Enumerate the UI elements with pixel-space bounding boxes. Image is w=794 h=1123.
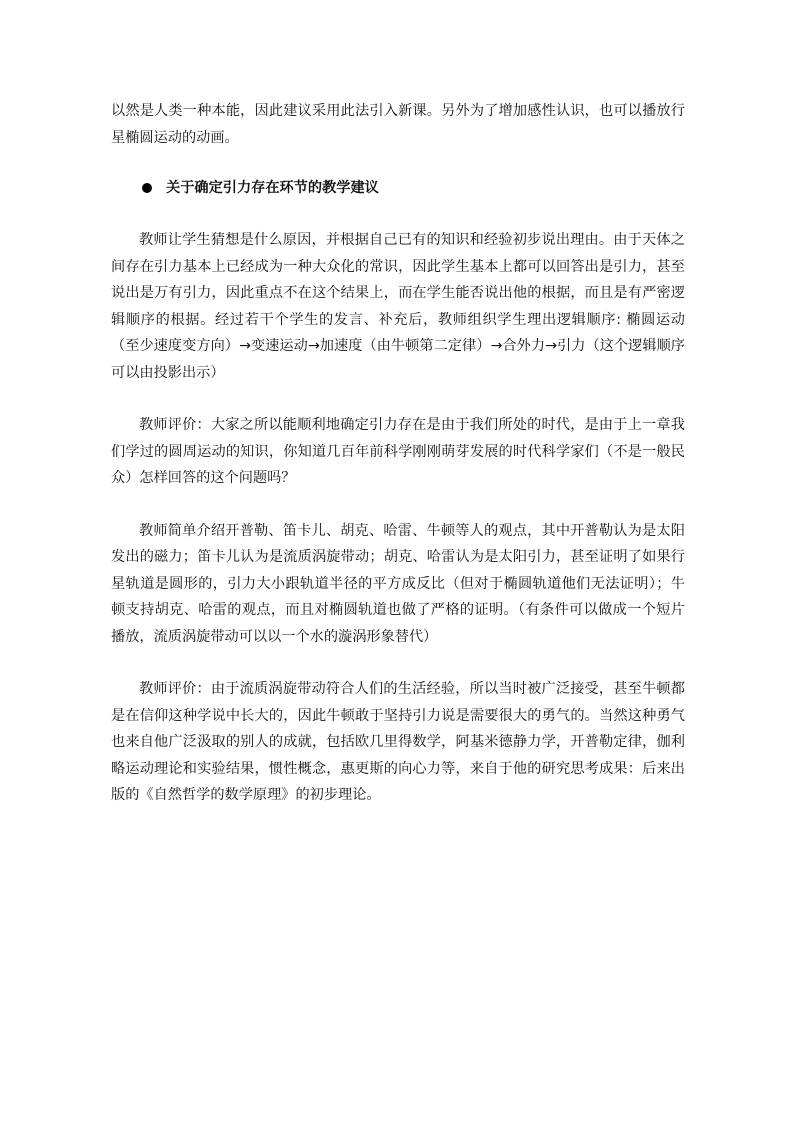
- bullet-dot-icon: [142, 183, 152, 193]
- section-heading: [111, 175, 685, 201]
- spacer: [111, 386, 685, 412]
- document-body: [111, 98, 685, 809]
- paragraph-teacher-evaluation-1: 教师评价：大家之所以能顺利地确定引力存在是由于我们所处的时代，是由于上一章我们学过的圆周运动的知识，你知道几百年前科学刚刚萌芽发展的时代科学家们（不是一般民众）怎样回答的这个问题吗？: [111, 417, 685, 486]
- intro-paragraph: 以然是人类一种本能，因此建议采用此法引入新课。另外为了增加感性认识，也可以播放行星椭圆运动的动画。: [111, 103, 685, 146]
- spacer: [111, 650, 685, 676]
- spacer: [111, 201, 685, 227]
- section-heading-text: 关于确定引力存在环节的教学建议: [166, 180, 379, 196]
- spacer: [111, 492, 685, 518]
- paragraph-teacher-evaluation-2: 教师评价：由于流质涡旋带动符合人们的生活经验，所以当时被广泛接受，甚至牛顿都是在信仰这种学说中长大的，因此牛顿敢于坚持引力说是需要很大的勇气的。当然这种勇气也来自他广泛汲取的别人的成就，包括欧几里得数学，阿基米德静力学，开普勒定律，伽利略运动理论和实验结果，惯性概念，惠更斯的向心力等，来自于他的研究思考成果：后来出版的《自然哲学的数学原理》的初步理论。: [111, 681, 685, 803]
- paragraph-logic-order: 教师让学生猜想是什么原因，并根据自己已有的知识和经验初步说出理由。由于天体之间存在引力基本上已经成为一种大众化的常识，因此学生基本上都可以回答出是引力，甚至说出是万有引力，因此重点不在这个结果上，而在学生能否说出他的根据，而且是有严密逻辑顺序的根据。经过若干个学生的发言、补充后，教师组织学生理出逻辑顺序: 椭圆运动（至少速度变方向）→变速运动→加速度（由牛顿第二定律）→合外力→引力（这个逻辑顺序可以由投影出示）: [111, 232, 685, 381]
- spacer: [111, 151, 685, 175]
- paragraph-scientists-views: 教师简单介绍开普勒、笛卡儿、胡克、哈雷、牛顿等人的观点，其中开普勒认为是太阳发出的磁力；笛卡儿认为是流质涡旋带动；胡克、哈雷认为是太阳引力，甚至证明了如果行星轨道是圆形的，引力大小跟轨道半径的平方成反比（但对于椭圆轨道他们无法证明）；牛顿支持胡克、哈雷的观点，而且对椭圆轨道也做了严格的证明。（有条件可以做成一个短片播放，流质涡旋带动可以以一个水的漩涡形象替代）: [111, 522, 685, 645]
